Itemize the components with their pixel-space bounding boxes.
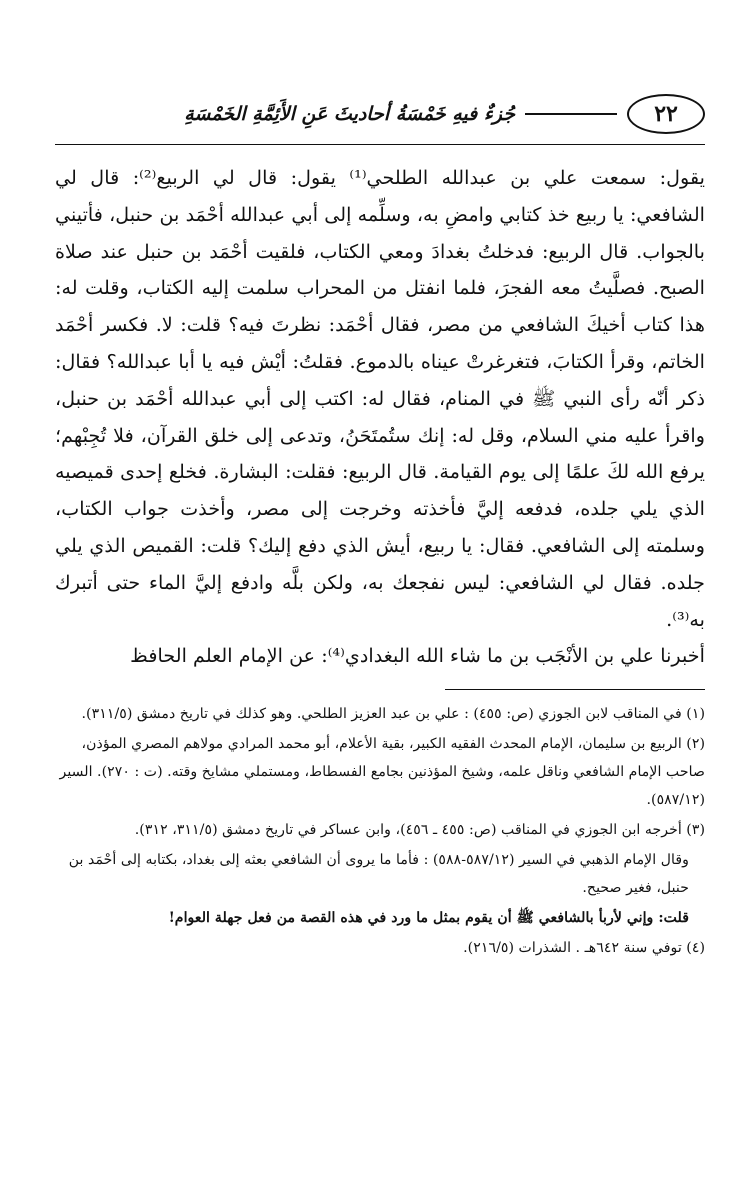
footnote-1: (١) في المناقب لابن الجوزي (ص: ٤٥٥) : علي بن عبد العزيز الطلحي. وهو كذلك في تاريخ دمشق (٣١١/٥). <box>81 706 705 723</box>
footnote-3-comment: وقال الإمام الذهبي في السير (٥٨٧/١٢-٥٨٨) : فأما ما يروى أن الشافعي بعثه إلى بغداد، بكتابه إلى أحْمَد بن حنبل، فغير صحيح. <box>68 852 689 897</box>
footnote-3: (٣) أخرجه ابن الجوزي في المناقب (ص: ٤٥٥ ـ ٤٥٦)، وابن عساكر في تاريخ دمشق (٣١١/٥، ٣١٢). <box>134 822 705 839</box>
running-title: جُزءٌ فيهِ خَمْسَةُ أحاديثَ عَنِ الأَئِمَّةِ الخَمْسَةِ <box>184 103 515 125</box>
header-divider <box>55 144 705 145</box>
paragraph: يقول: سمعت علي بن عبدالله الطلحي⁽¹⁾ يقول: قال لي الربيع⁽²⁾: قال لي الشافعي: يا ربيع خذ كتابي وامضِ به، وسلِّمه إلى أبي عبدالله أحْمَد بن حنبل، فأتيني بالجواب. قال الربيع: فدخلتُ بغدادَ ومعي الكتاب، فلقيت أحْمَد بن حنبل عند صلاة الصبح. فصلَّيتُ معه الفجرَ، فلما انفتل من المحراب سلمت إليه الكتاب، وقلت له: هذا كتاب أخيكَ الشافعي من مصر، فقال أحْمَد: نظرتَ فيه؟ قلت: لا. فكسر أحْمَد الخاتم، وقرأ الكتابَ، فتغرغرتْ عيناه بالدموع. فقلتُ: أيْش فيه يا أبا عبدالله؟ فقال: ذكر أنّه رأى النبي ﷺ في المنام، فقال له: اكتب إلى أبي عبدالله أحْمَد بن حنبل، واقرأ عليه مني السلام، وقل له: إنك ستُمتَحَنُ، وتدعى إلى خلق القرآن، فلا تُجِبْهم؛ يرفع الله لكَ علمًا إلى يوم القيامة. قال الربيع: فقلت: البشارة. فخلع إحدى قميصيه الذي يلي جلده، فدفعه إليَّ فأخذته وخرجت إلى مصر، وأخذت جواب الكتاب، وسلمته إلى الشافعي. فقال: يا ربيع، أيش الذي دفع إليك؟ قلت: القميص الذي يلي جلده. فقال لي الشافعي: ليس نفجعك به، ولكن بلَّه وادفع إليَّ الماء حتى أتبرك به⁽³⁾. <box>55 166 705 631</box>
paragraph: أخبرنا علي بن الأنْجَب بن ما شاء الله البغدادي⁽⁴⁾: عن الإمام العلم الحافظ <box>130 644 705 668</box>
page-header <box>55 88 705 140</box>
document-page <box>55 88 705 1148</box>
footnotes <box>55 700 705 962</box>
header-rule <box>525 113 617 115</box>
main-text <box>55 160 705 675</box>
footnote-2: (٢) الربيع بن سليمان، الإمام المحدث الفقيه الكبير، بقية الأعلام، أبو محمد المرادي مولاهم المصري المؤذن، صاحب الإمام الشافعي وناقل علمه، وشيخ المؤذنين بجامع الفسطاط، ومستملي مشايخ وقته. (ت : ٢٧٠). السير (٥٨٧/١٢). <box>59 736 705 809</box>
footnote-3-note: قلت: وإني لأربأ بالشافعي ﷺ أن يقوم بمثل ما ورد في هذه القصة من فعل جهلة العوام! <box>168 910 689 927</box>
page-number: ٢٢ <box>627 94 705 134</box>
footnote-4: (٤) توفي سنة ٦٤٢هـ . الشذرات (٢١٦/٥). <box>463 940 705 957</box>
footnote-separator <box>445 689 705 690</box>
